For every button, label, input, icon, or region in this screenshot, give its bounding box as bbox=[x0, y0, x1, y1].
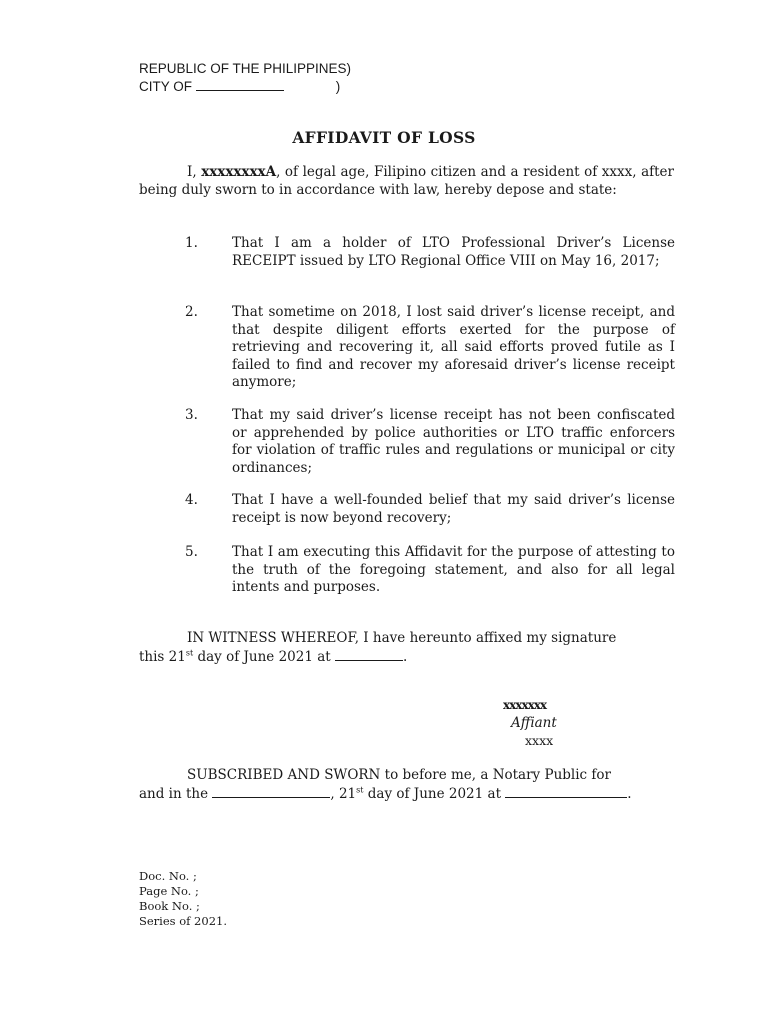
city-blank bbox=[196, 78, 284, 91]
witness-place-blank bbox=[335, 648, 403, 661]
jurat-paragraph bbox=[139, 767, 674, 803]
jurat-line1: SUBSCRIBED AND SWORN to before me, a Notary Public for bbox=[187, 767, 611, 783]
list-item-text: That I am executing this Affidavit for the purpose of attesting to the truth of the foregoing statement, and also for all legal intents and purposes. bbox=[232, 544, 675, 595]
notary-doc: Doc. No. ; bbox=[139, 869, 197, 883]
jurat-prefix: and in the bbox=[139, 785, 213, 802]
witness-paragraph bbox=[139, 630, 674, 666]
intro-prefix: I, bbox=[187, 164, 202, 180]
list-item-number: 1. bbox=[185, 235, 198, 251]
witness-line2 bbox=[139, 648, 674, 667]
witness-date-sup: st bbox=[185, 648, 194, 657]
list-item-number: 2. bbox=[185, 304, 198, 320]
intro-text: , of legal age, Filipino citizen and a resident of xxxx, after being duly sworn to in accordance with law, hereby depose and state: bbox=[139, 164, 674, 198]
notary-block bbox=[139, 869, 227, 929]
list-item-number: 3. bbox=[185, 407, 198, 423]
venue-city-paren: ) bbox=[335, 79, 341, 94]
venue-city-label: CITY OF bbox=[139, 79, 196, 94]
list-item bbox=[185, 492, 675, 527]
jurat-date-prefix: , 21 bbox=[330, 785, 357, 802]
list-item bbox=[185, 235, 675, 270]
notary-series: Series of 2021. bbox=[139, 914, 227, 928]
intro-paragraph bbox=[139, 164, 674, 199]
list-item-number: 4. bbox=[185, 492, 198, 508]
venue-republic: REPUBLIC OF THE PHILIPPINES) bbox=[139, 61, 352, 76]
notary-book: Book No. ; bbox=[139, 899, 200, 913]
venue-header bbox=[139, 60, 351, 96]
notary-page: Page No. ; bbox=[139, 884, 199, 898]
list-item-text: That I am a holder of LTO Professional Driver’s License RECEIPT issued by LTO Regional Office VIII on May 16, 2017; bbox=[232, 235, 675, 269]
signature-role: Affiant bbox=[511, 715, 557, 731]
signature-name: xxxxxxx bbox=[503, 698, 547, 712]
witness-date-prefix: this 21 bbox=[139, 648, 186, 665]
list-item bbox=[185, 407, 675, 477]
list-item bbox=[185, 304, 675, 392]
document-title: AFFIDAVIT OF LOSS bbox=[292, 128, 476, 147]
witness-end: . bbox=[402, 648, 408, 665]
witness-date-text: day of June 2021 at bbox=[193, 648, 335, 665]
jurat-date-text: day of June 2021 at bbox=[363, 785, 506, 802]
list-item bbox=[185, 544, 675, 597]
witness-line1: IN WITNESS WHEREOF, I have hereunto affixed my signature bbox=[187, 630, 617, 646]
list-item-text: That sometime on 2018, I lost said driver’s license receipt, and that despite diligent efforts exerted for the purpose of retrieving and recovering it, all said efforts proved futile as I failed to find and recover my aforesaid driver’s license receipt anymore; bbox=[232, 304, 675, 390]
jurat-end: . bbox=[627, 785, 632, 802]
jurat-city-blank bbox=[212, 785, 330, 798]
jurat-place-blank bbox=[505, 785, 627, 798]
affiant-name: xxxxxxxxA bbox=[201, 164, 277, 180]
list-item-number: 5. bbox=[185, 544, 198, 560]
jurat-date-sup: st bbox=[356, 785, 364, 794]
signature-sub: xxxx bbox=[525, 733, 554, 748]
jurat-line2 bbox=[139, 785, 674, 804]
list-item-text: That my said driver’s license receipt has not been confiscated or apprehended by police authorities or LTO traffic enforcers for violation of traffic rules and regulations or municipal or city ordinances; bbox=[232, 407, 675, 476]
venue-city bbox=[139, 78, 351, 96]
list-item-text: That I have a well-founded belief that my said driver’s license receipt is now beyond recovery; bbox=[232, 492, 675, 526]
